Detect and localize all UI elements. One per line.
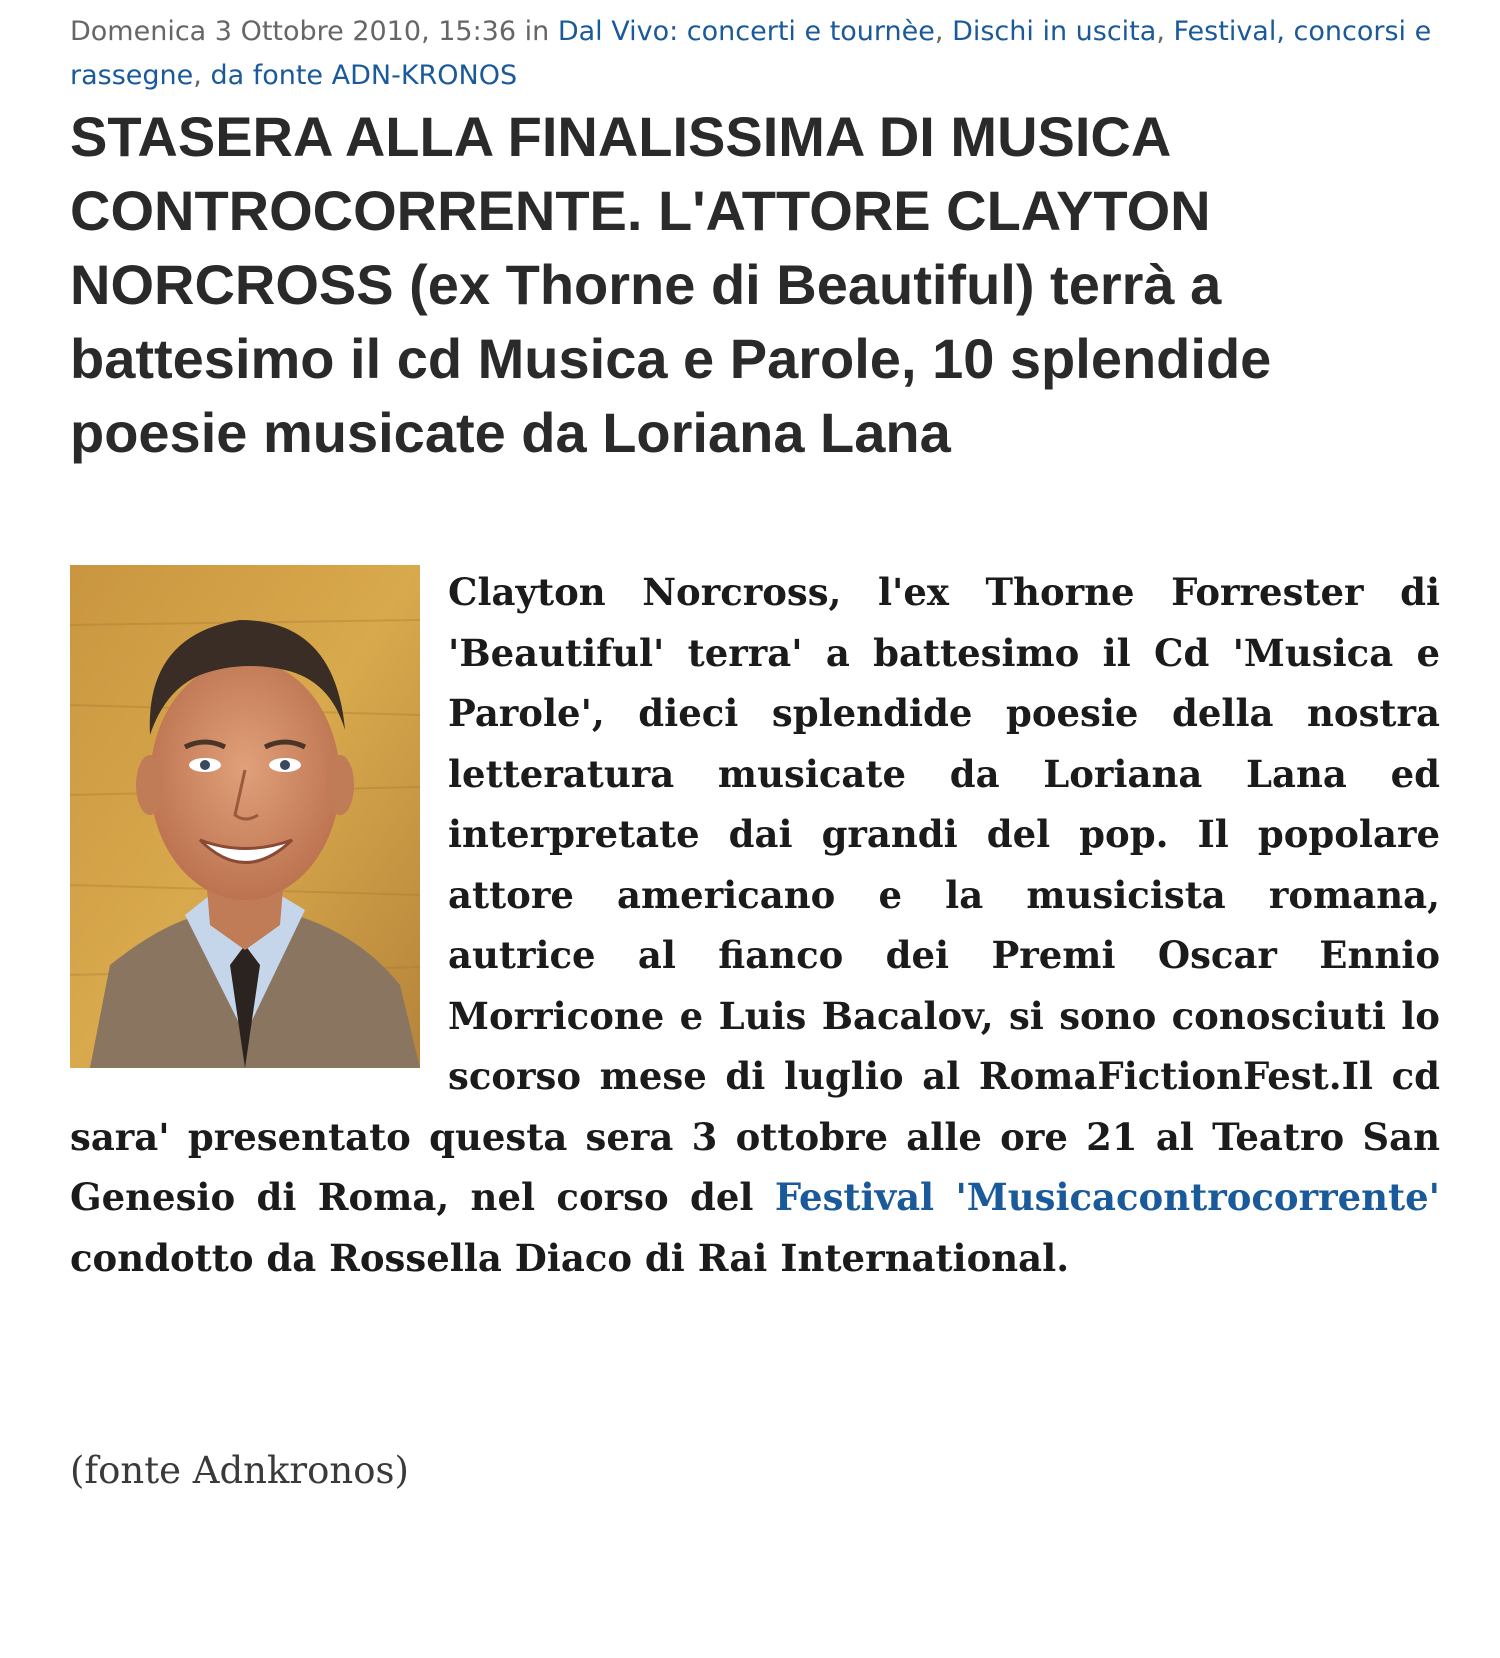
festival-link[interactable]: Festival 'Musicacontrocorrente': [774, 1175, 1440, 1219]
article-headline: STASERA ALLA FINALISSIMA DI MUSICA CONTROCORRENTE. L'ATTORE CLAYTON NORCROSS (ex Thorne di Beautiful) terrà a battesimo il cd Musica e Parole, 10 splendide poesie musicate da Loriana Lana: [70, 105, 1272, 464]
post-date: Domenica 3 Ottobre 2010, 15:36 in: [70, 16, 558, 47]
article-text: Clayton Norcross, l'ex Thorne Forrester di 'Beautiful' terra' a battesimo il Cd 'Musica e Parole', dieci splendide poesie della nostra letteratura musicate da Loriana Lana ed interpretate dai grandi del pop. Il popolare attore americano e la musicista romana, autrice al fianco dei Premi Oscar Ennio Morricone e Luis Bacalov, si sono conosciuti lo scorso mese di luglio al RomaFictionFest.Il cd sara' presentato questa sera 3 ottobre alle ore 21 al Teatro San Genesio di Roma, nel corso del: [70, 570, 1440, 1219]
category-link-dischi[interactable]: Dischi in uscita: [952, 16, 1157, 47]
source-link-adnkronos[interactable]: da fonte ADN-KRONOS: [210, 60, 518, 91]
category-link-festival[interactable]: Festival, concorsi e rassegne: [70, 16, 1432, 91]
article-body: [70, 562, 1440, 1288]
article-text-end: condotto da Rossella Diaco di Rai International.: [70, 1235, 1070, 1280]
category-link-dal-vivo[interactable]: Dal Vivo: concerti e tournèe: [557, 16, 935, 47]
post-meta: Domenica 3 Ottobre 2010, 15:36 in Dal Vivo: concerti e tournèe, Dischi in uscita, Festival, concorsi e rassegne, da fonte ADN-KRONOS: [70, 16, 1432, 91]
source-note: (fonte Adnkronos): [70, 1449, 409, 1492]
article-photo: [70, 565, 420, 1068]
